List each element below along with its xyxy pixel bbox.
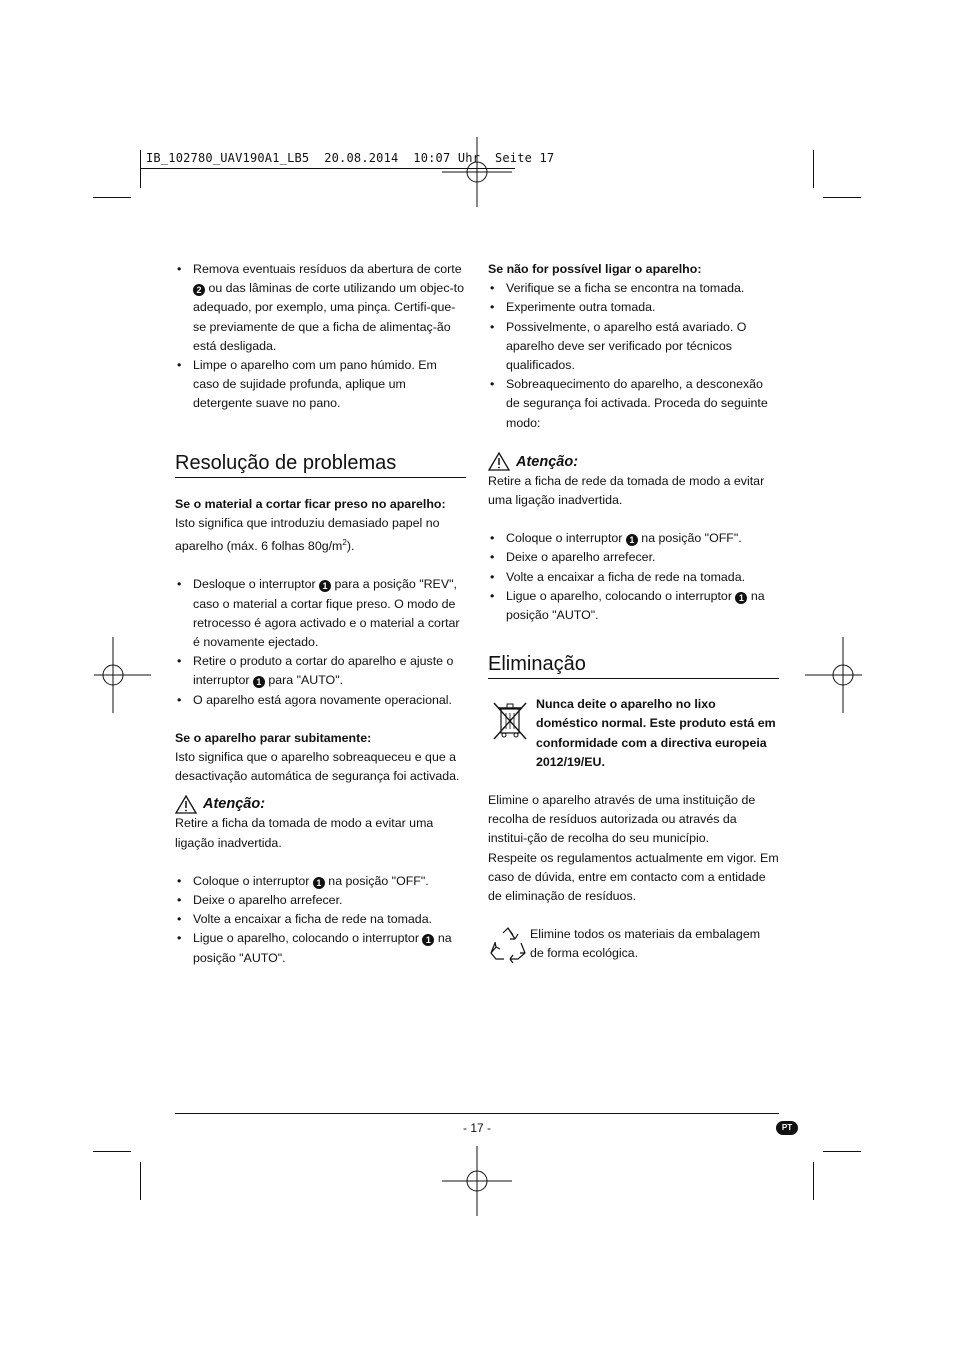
number-1-icon: 1	[422, 934, 434, 946]
list-item: • Deixe o aparelho arrefecer.	[175, 891, 466, 910]
stuck-list	[175, 575, 466, 709]
warning-triangle-icon	[488, 452, 510, 471]
attention-list	[488, 529, 779, 625]
list-item: • Experimente outra tomada.	[488, 298, 779, 317]
language-badge: PT	[776, 1121, 798, 1135]
number-1-icon: 1	[319, 580, 331, 592]
list-item: • Volte a encaixar a ficha de rede na tomada.	[175, 910, 466, 929]
list-item: • Verifique se a ficha se encontra na tomada.	[488, 279, 779, 298]
list-item: • Ligue o aparelho, colocando o interruptor 1 na posição "AUTO".	[175, 929, 466, 967]
list-item: • Sobreaquecimento do aparelho, a desconexão de segurança foi activada. Proceda do seguinte modo:	[488, 375, 779, 433]
list-item: • Ligue o aparelho, colocando o interruptor 1 na posição "AUTO".	[488, 587, 779, 625]
weee-text: Nunca deite o aparelho no lixo doméstico normal. Este produto está em conformidade com a directiva europeia 2012/19/EU.	[536, 697, 776, 769]
warning-triangle-icon	[175, 795, 197, 814]
list-item: • Volte a encaixar a ficha de rede na tomada.	[488, 568, 779, 587]
stuck-title: Se o material a cortar ficar preso no aparelho:	[175, 496, 446, 511]
number-1-icon: 1	[253, 676, 265, 688]
section-heading-disposal: Eliminação	[488, 651, 779, 679]
number-1-icon: 1	[626, 534, 638, 546]
regulations-text: Respeite os regulamentos actualmente em vigor. Em caso de dúvida, entre em contacto com a entidade de eliminação de resíduos.	[488, 850, 779, 904]
left-column	[175, 260, 466, 968]
stuck-text: Isto significa que introduziu demasiado papel no aparelho (máx. 6 folhas $80g/m^2$).	[175, 515, 440, 554]
list-item: • Coloque o interruptor 1 na posição "OFF".	[488, 529, 779, 548]
list-item: • Remova eventuais resíduos da abertura de corte 2 ou das lâminas de corte utilizando um objec-to adequado, por exemplo, uma pinça. Certifi-que-se previamente de que a ficha de alimentaç-ão está desligada.	[175, 260, 466, 356]
no-power-title: Se não for possível ligar o aparelho:	[488, 262, 702, 276]
attention-heading: Atenção:	[175, 794, 466, 814]
recycling-notice	[488, 925, 779, 965]
list-item: • Desloque o interruptor 1 para a posição "REV", caso o material a cortar fique preso. O modo de retrocesso é agora activado e o material a cortar é novamente ejectado.	[175, 575, 466, 652]
right-column	[488, 260, 779, 965]
cleaning-list	[175, 260, 466, 414]
stop-text: Isto significa que o aparelho sobreaqueceu e que a desactivação automática de segurança foi activada.	[175, 749, 460, 784]
page-number: - 17 -	[462, 1121, 491, 1135]
recycling-text: Elimine todos os materiais da embalagem de forma ecológica.	[530, 927, 761, 961]
section-heading-troubleshooting: Resolução de problemas	[175, 450, 466, 478]
recycling-icon	[488, 925, 528, 965]
list-item: • Retire o produto a cortar do aparelho e ajuste o interruptor 1 para "AUTO".	[175, 652, 466, 690]
attention-text: Retire a ficha da tomada de modo a evitar uma ligação inadvertida.	[175, 816, 434, 850]
attention-list	[175, 872, 466, 968]
no-power-list	[488, 279, 779, 433]
attention-heading: Atenção:	[488, 452, 779, 472]
print-slug: IB_102780_UAV190A1_LB5 20.08.2014 10:07 Uhr Seite 17	[146, 151, 555, 165]
attention-text: Retire a ficha de rede da tomada de modo a evitar uma ligação inadvertida.	[488, 473, 765, 508]
list-item: • Coloque o interruptor 1 na posição "OFF".	[175, 872, 466, 891]
list-item: • Limpe o aparelho com um pano húmido. Em caso de sujidade profunda, aplique um detergente suave no pano.	[175, 356, 466, 414]
number-1-icon: 1	[735, 592, 747, 604]
disposal-text: Elimine o aparelho através de uma instituição de recolha de resíduos autorizada ou através da institui-ção de recolha do seu município.	[488, 793, 756, 846]
number-2-icon: 2	[193, 284, 205, 296]
registration-mark-bottom-icon	[438, 1142, 516, 1220]
registration-mark-top-icon	[438, 133, 516, 211]
list-item: • O aparelho está agora novamente operacional.	[175, 691, 466, 710]
number-1-icon: 1	[313, 877, 325, 889]
crossed-out-bin-icon	[488, 697, 532, 743]
list-item: • Deixe o aparelho arrefecer.	[488, 548, 779, 567]
list-item: • Possivelmente, o aparelho está avariado. O aparelho deve ser verificado por técnicos qualificados.	[488, 318, 779, 376]
registration-mark-right-icon	[804, 636, 882, 714]
registration-mark-left-icon	[74, 636, 152, 714]
weee-notice	[488, 695, 779, 772]
footer-rule	[175, 1113, 779, 1114]
stop-title: Se o aparelho parar subitamente:	[175, 730, 372, 745]
